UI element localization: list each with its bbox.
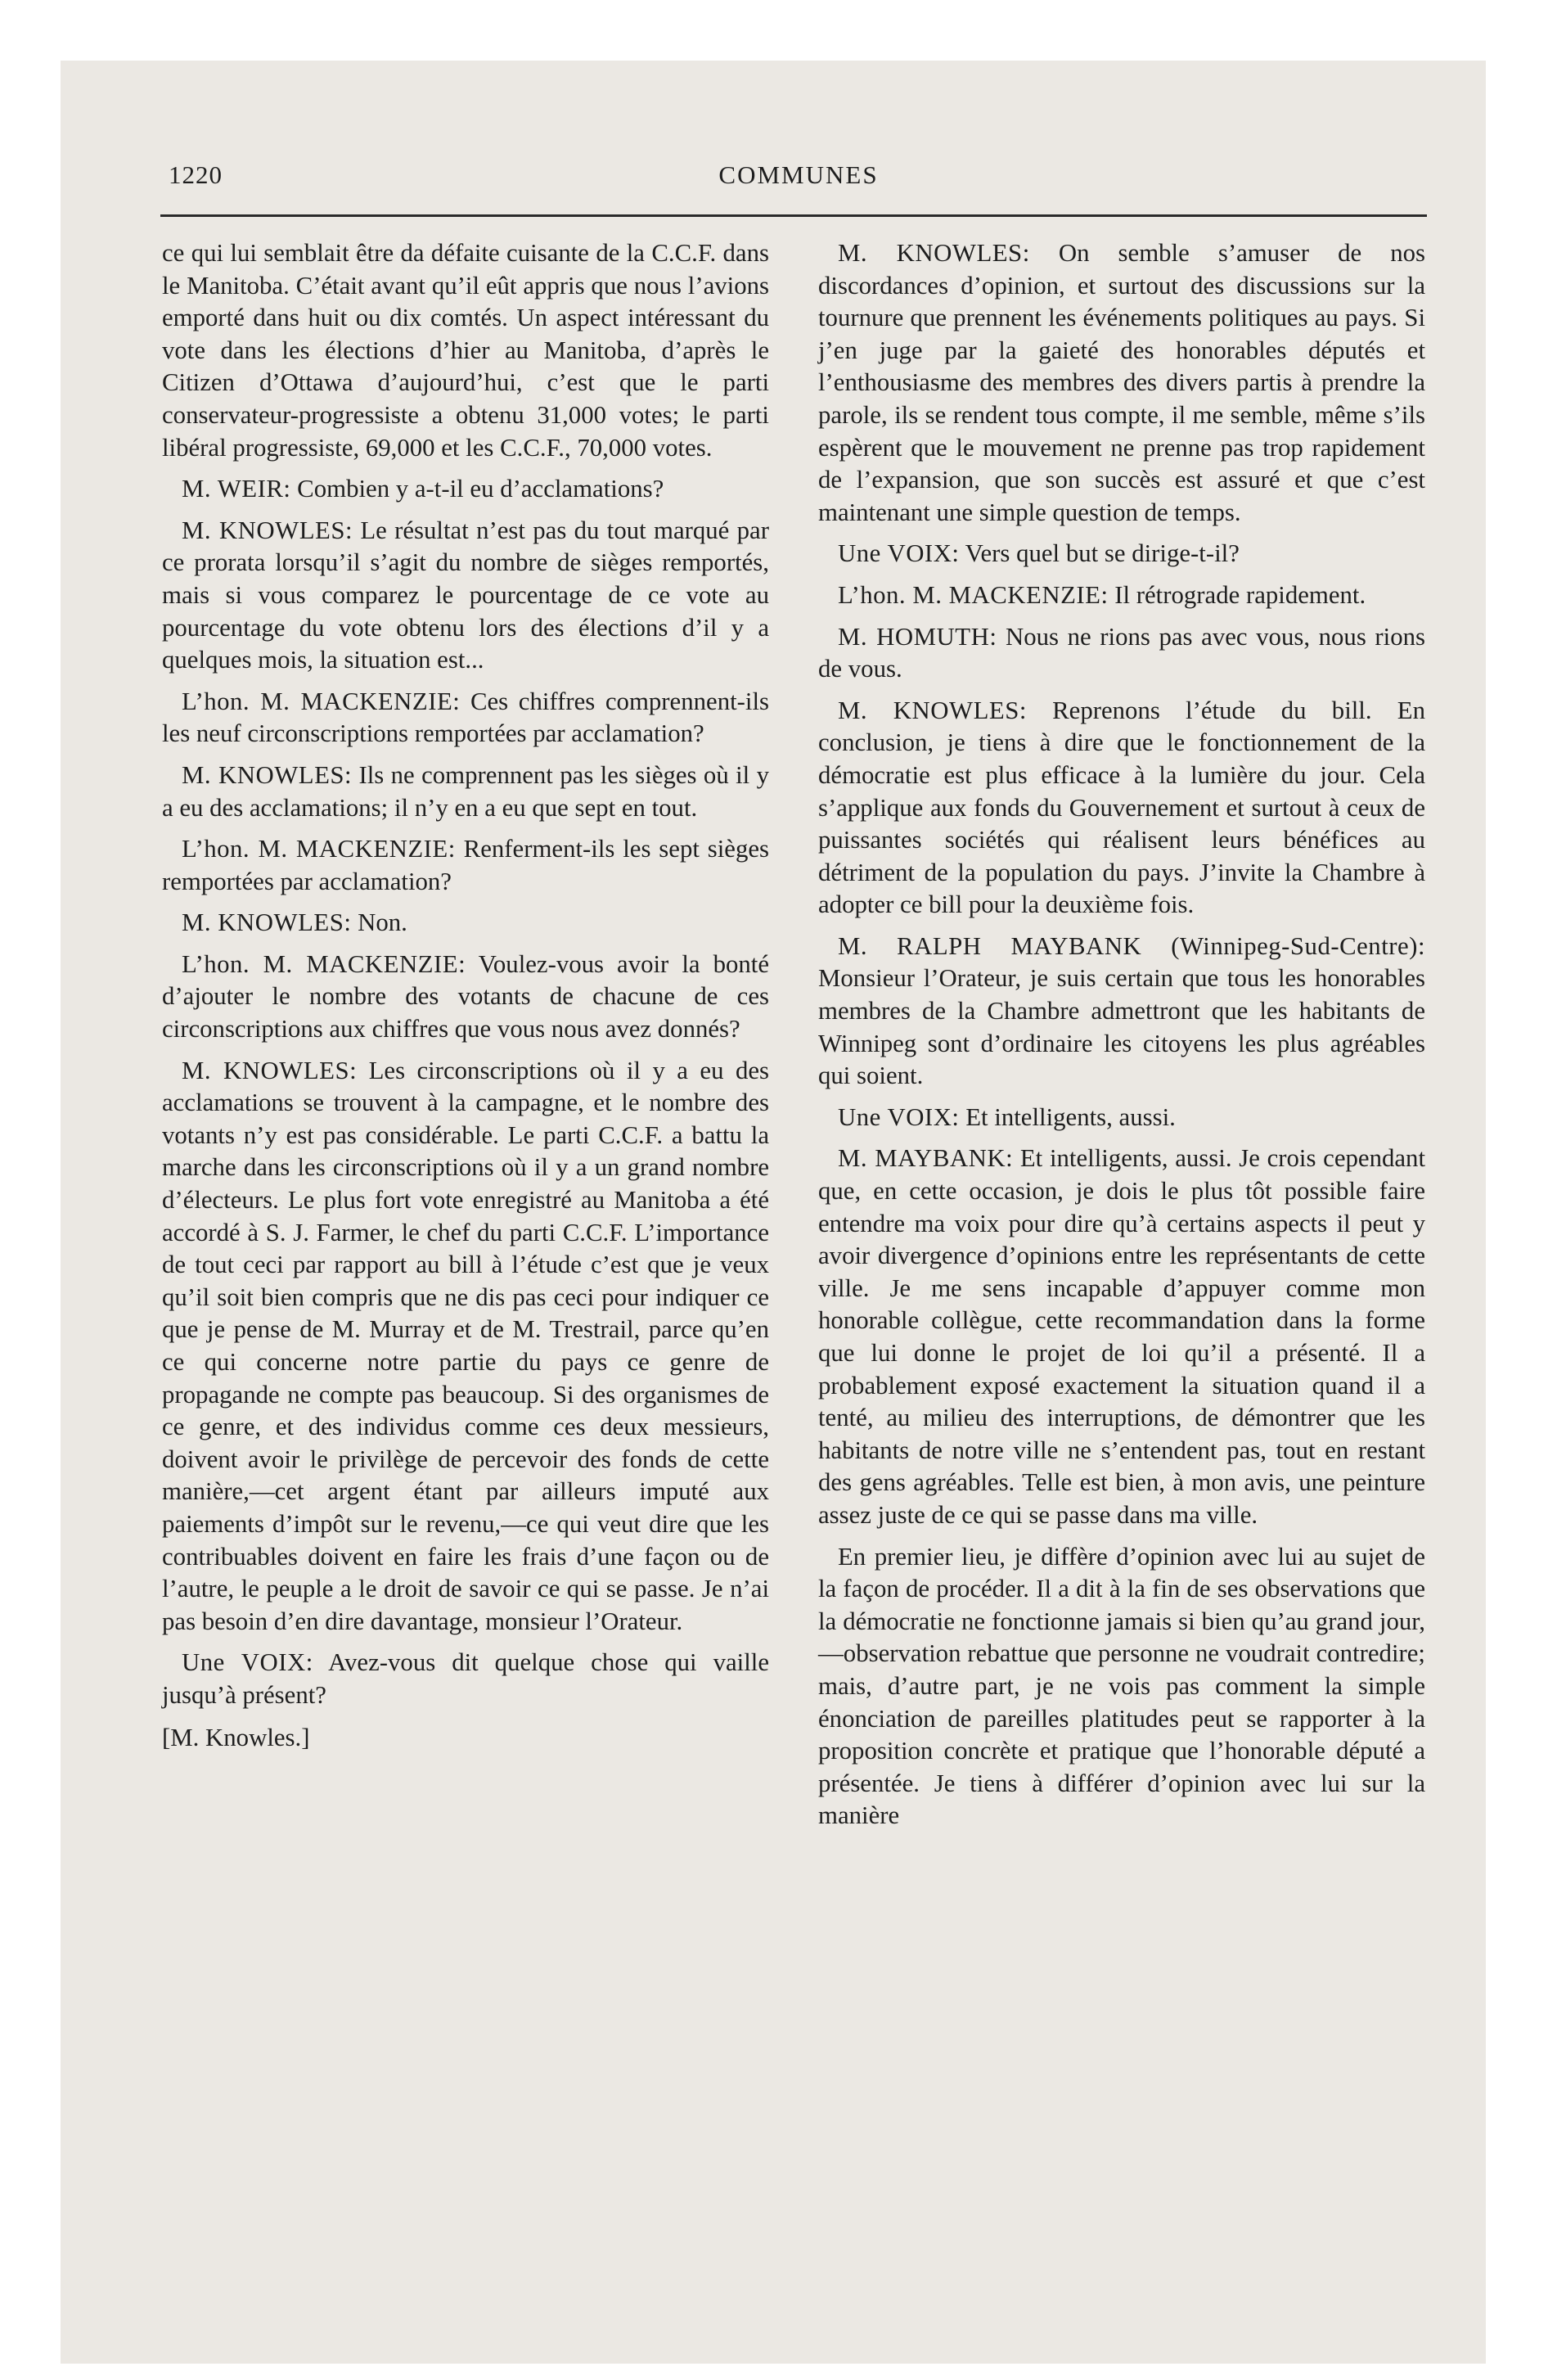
speaker-name: L’hon. M. MACKENZIE:: [182, 949, 466, 978]
header-rule: [160, 214, 1427, 217]
right-column: [818, 237, 1425, 1841]
paragraph: [162, 833, 769, 898]
paragraph-text: Renferment-ils les sept sièges remportées par acclamation?: [162, 835, 770, 895]
speaker-name: M. RALPH MAYBANK (Winnipeg-Sud-Centre):: [838, 931, 1425, 960]
paragraph-text: Et intelligents, aussi.: [965, 1102, 1176, 1131]
paragraph-text: ce qui lui semblait être da défaite cuisante de la C.C.F. dans le Manitoba. C’était avant qu’il eût appris que nous l’avions emporté dans huit ou dix comtés. Un aspect intéressant du vote dans les élections d’hier au Manitoba, d’après le Citizen d’Ottawa d’aujourd’hui, c’est que le parti conservateur-progressiste a obtenu 31,000 votes; le parti libéral progressiste, 69,000 et les C.C.F., 70,000 votes.: [162, 239, 769, 462]
speaker-name: M. MAYBANK:: [838, 1144, 1014, 1173]
page-signature: [M. Knowles.]: [162, 1723, 310, 1751]
speaker-name: L’hon. M. MACKENZIE:: [182, 835, 456, 863]
paragraph-text: Le résultat n’est pas du tout marqué par ce prorata lorsqu’il s’agit du nombre de sièges remportés, mais si vous comparez le pourcentage de ce vote au pourcentage du vote obtenu lors des élections d’il y a quelques mois, la situation est...: [162, 516, 769, 674]
paragraph: [162, 1647, 769, 1711]
paragraph-text: Nous ne rions pas avec vous, nous rions de vous.: [818, 622, 1426, 683]
page-number: 1220: [169, 160, 223, 189]
speaker-name: Une VOIX:: [838, 539, 960, 568]
left-column: [162, 237, 769, 1763]
speaker-name: M. KNOWLES:: [838, 696, 1027, 724]
paragraph-text: Combien y a-t-il eu d’acclamations?: [297, 475, 664, 503]
paragraph: [162, 515, 769, 677]
speaker-name: M. KNOWLES:: [182, 760, 353, 789]
speaker-name: M. KNOWLES:: [182, 1056, 358, 1084]
paragraph: [818, 695, 1425, 922]
paragraph-text: Ils ne comprennent pas les sièges où il y a eu des acclamations; il n’y en a eu que sept en tout.: [162, 760, 770, 822]
paragraph-text: Avez-vous dit quelque chose qui vaille jusqu’à présent?: [162, 1648, 769, 1709]
paragraph-text: Vers quel but se dirige-t-il?: [965, 539, 1240, 568]
speaker-name: M. KNOWLES:: [838, 239, 1030, 267]
paragraph-text: Non.: [358, 908, 407, 937]
paragraph: [818, 1143, 1425, 1531]
paragraph: [162, 1055, 769, 1639]
paragraph: [162, 760, 769, 824]
speaker-name: M. KNOWLES:: [182, 516, 353, 544]
paragraph-text: Ces chiffres comprennent-ils les neuf circonscriptions remportées par acclamation?: [162, 687, 770, 748]
paragraph: [162, 473, 769, 506]
speaker-name: Une VOIX:: [838, 1102, 960, 1131]
speaker-name: Une VOIX:: [182, 1648, 313, 1677]
paragraph: [818, 621, 1425, 686]
paragraph-text: On semble s’amuser de nos discordances d’opinion, et surtout des discussions sur la tournure que prennent les événements politiques au pays. Si j’en juge par la gaieté des honorables députés et l’enthousiasme des membres des divers partis à prendre la parole, ils se rendent tous compte, il me semble, même s’ils espèrent que le mouvement ne prenne pas trop rapidement de l’expansion, que son succès est assuré et que c’est maintenant une simple question de temps.: [818, 239, 1425, 526]
speaker-name: M. KNOWLES:: [182, 908, 352, 937]
paragraph: [818, 237, 1425, 529]
paragraph: [162, 907, 769, 940]
paragraph: [162, 237, 769, 464]
paragraph-text: Monsieur l’Orateur, je suis certain que tous les honorables membres de la Chambre admettront que les habitants de Winnipeg sont d’ordinaire les citoyens les plus agréables qui soient.: [818, 964, 1425, 1090]
paragraph-text: Il rétrograde rapidement.: [1114, 580, 1366, 609]
paragraph: [162, 949, 769, 1046]
paragraph-text: Reprenons l’étude du bill. En conclusion, je tiens à dire que le fonctionnement de la démocratie est plus efficace à la lumière du jour. Cela s’applique aux fonds du Gouvernement et surtout à ceux de puissantes sociétés qui réalisent leurs bénéfices au détriment de la population du pays. J’invite la Chambre à adopter ce bill pour la deuxième fois.: [818, 696, 1425, 919]
paragraph: [818, 1541, 1425, 1832]
paragraph-text: En premier lieu, je diffère d’opinion avec lui au sujet de la façon de procéder. Il a dit à la fin de ses observations que la démocratie ne fonctionne jamais si bien qu’au grand jour,—observation rebattue que personne ne voudrait contredire; mais, d’autre part, je ne vois pas comment la simple énonciation de pareilles platitudes peut se rapporter à la proposition concrète et pratique que l’honorable député a présentée. Je tiens à différer d’opinion avec lui sur la manière: [818, 1542, 1425, 1830]
page-header: [169, 160, 1429, 201]
speaker-name: L’hon. M. MACKENZIE:: [182, 687, 461, 715]
speaker-name: M. WEIR:: [182, 475, 291, 503]
page-title: COMMUNES: [718, 160, 879, 189]
paragraph: [162, 686, 769, 751]
paragraph-text: Et intelligents, aussi. Je crois cependant que, en cette occasion, je dois le plus tôt possible faire entendre ma voix pour dire qu’à certains aspects il peut y avoir divergence d’opinions entre les représentants de cette ville. Je me sens incapable d’appuyer comme mon honorable collègue, cette recommandation dans la forme que lui donne le projet de loi qu’il a présenté. Il a probablement exposé exactement la situation quand il a tenté, au milieu des interruptions, de démontrer que les habitants de notre ville ne s’entendent pas, tout en restant des gens agréables. Telle est bien, à mon avis, une peinture assez juste de ce qui se passe dans ma ville.: [818, 1144, 1426, 1529]
paragraph: [818, 931, 1425, 1093]
paragraph: [818, 579, 1425, 612]
paragraph-text: Les circonscriptions où il y a eu des acclamations se trouvent à la campagne, et le nombre des votants n’y est pas considérable. Le parti C.C.F. a battu la marche dans les circonscriptions où il y a un grand nombre d’électeurs. Le plus fort vote enregistré au Manitoba a été accordé à S. J. Farmer, le chef du parti C.C.F. L’importance de tout ceci par rapport au bill à l’étude c’est que je veux qu’il soit bien compris que ne dis pas ceci pour indiquer ce que je pense de M. Murray et de M. Trestrail, parce qu’en ce qui concerne notre partie du pays ce genre de propagande ne compte pas beaucoup. Si des organismes de ce genre, et des individus comme ces deux messieurs, doivent avoir le privilège de percevoir des fonds de cette manière,—cet argent étant par ailleurs imputé aux paiements d’impôt sur le revenu,—ce qui veut dire que les contribuables doivent en faire les frais d’une façon ou de l’autre, le peuple a le droit de savoir ce qui se passe. Je n’ai pas besoin d’en dire davantage, monsieur l’Orateur.: [162, 1056, 769, 1635]
paragraph: [818, 1102, 1425, 1134]
paragraph: [818, 538, 1425, 570]
paragraph-text: Voulez-vous avoir la bonté d’ajouter le nombre des votants de chacune de ces circonscriptions aux chiffres que vous nous avez donnés?: [162, 949, 769, 1044]
speaker-name: L’hon. M. MACKENZIE:: [838, 580, 1109, 609]
speaker-name: M. HOMUTH:: [838, 622, 997, 651]
